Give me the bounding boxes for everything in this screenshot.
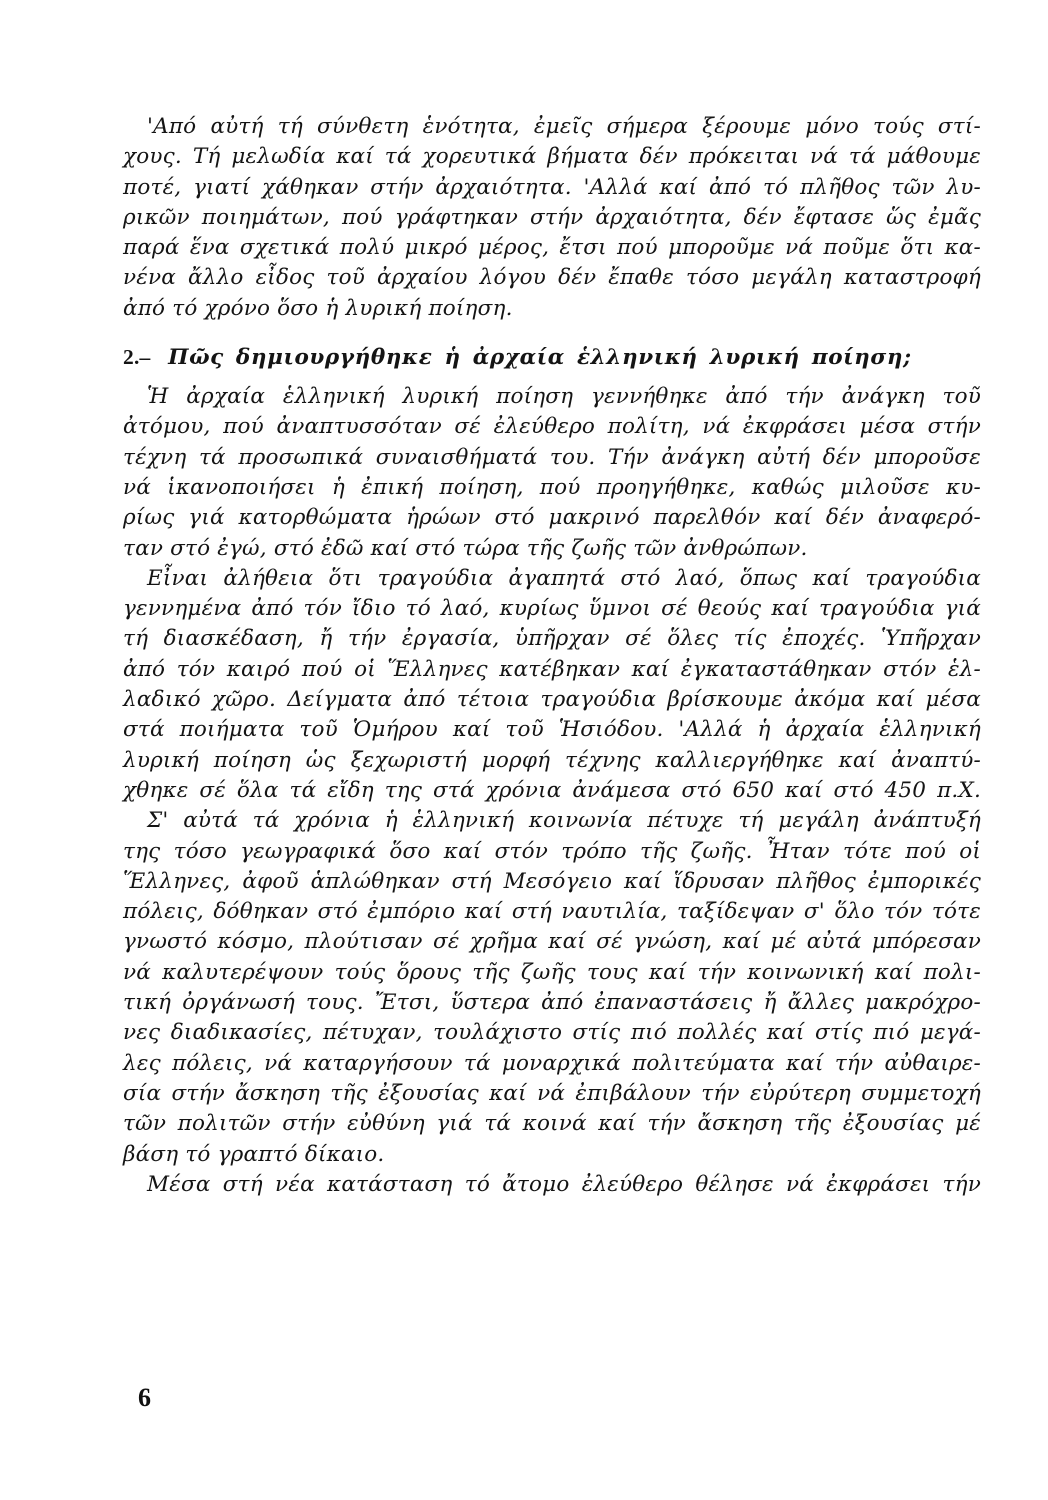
page-body — [123, 112, 981, 1200]
text-line: της τόσο γεωγραφικά ὅσο καί στόν τρόπο τῆς ζωῆς. Ἦταν τότε πού οἱ — [123, 838, 981, 864]
text-line: ἀπό τό χρόνο ὅσο ἡ λυρική ποίηση. — [123, 295, 513, 321]
text-line: νένα ἄλλο εἶδος τοῦ ἀρχαίου λόγου δέν ἔπαθε τόσο μεγάλη καταστροφή — [123, 265, 981, 291]
text-line: ἀπό τόν καιρό πού οἱ Ἕλληνες κατέβηκαν καί ἐγκαταστάθηκαν στόν ἑλ- — [123, 656, 981, 682]
text-line: τέχνη τά προσωπικά συναισθήματά του. Τήν ἀνάγκη αὐτή δέν μποροῦσε — [123, 444, 981, 470]
intro-paragraph — [123, 112, 981, 324]
text-line: Μέσα στή νέα κατάσταση τό ἄτομο ἐλεύθερο θέλησε νά ἐκφράσει τήν — [147, 1171, 981, 1197]
section-title: Πῶς δημιουργήθηκε ἡ ἀρχαία ἑλληνική λυρική ποίηση; — [168, 345, 912, 371]
text-line: λυρική ποίηση ὡς ξεχωριστή μορφή τέχνης καλλιεργήθηκε καί ἀναπτύ- — [123, 747, 981, 773]
text-line: γεννημένα ἀπό τόν ἴδιο τό λαό, κυρίως ὕμνοι σέ θεούς καί τραγούδια γιά — [123, 596, 981, 622]
text-line: ρίως γιά κατορθώματα ἡρώων στό μακρινό παρελθόν καί δέν ἀναφερό- — [123, 505, 981, 531]
text-line: παρά ἕνα σχετικά πολύ μικρό μέρος, ἔτσι πού μποροῦμε νά ποῦμε ὅτι κα- — [123, 235, 981, 261]
text-line: χους. Τή μελωδία καί τά χορευτικά βήματα δέν πρόκειται νά τά μάθουμε — [123, 144, 981, 170]
text-line: νά ἱκανοποιήσει ἡ ἐπική ποίηση, πού προηγήθηκε, καθώς μιλοῦσε κυ- — [123, 474, 981, 500]
section-heading — [123, 342, 981, 372]
paragraph-2 — [123, 564, 981, 806]
text-line: τή διασκέδαση, ἤ τήν ἐργασία, ὑπῆρχαν σέ ὅλες τίς ἐποχές. Ὑπῆρχαν — [123, 626, 981, 652]
text-line: τική ὀργάνωσή τους. Ἔτσι, ὕστερα ἀπό ἐπαναστάσεις ἤ ἄλλες μακρόχρο- — [123, 990, 981, 1016]
text-line: ταν στό ἐγώ, στό ἐδῶ καί στό τώρα τῆς ζωῆς τῶν ἀνθρώπων. — [123, 535, 808, 561]
text-line: Ἕλληνες, ἀφοῦ ἁπλώθηκαν στή Μεσόγειο καί ἵδρυσαν πλῆθος ἐμπορικές — [123, 868, 981, 894]
paragraph-1 — [123, 382, 981, 564]
page-number: 6 — [138, 1383, 151, 1412]
paragraph-3 — [123, 806, 981, 1170]
text-line: ἀτόμου, πού ἀναπτυσσόταν σέ ἐλεύθερο πολίτη, νά ἐκφράσει μέσα στήν — [123, 414, 981, 440]
text-line: νά καλυτερέψουν τούς ὅρους τῆς ζωῆς τους καί τήν κοινωνική καί πολι- — [123, 959, 981, 985]
text-line: Ἡ ἀρχαία ἑλληνική λυρική ποίηση γεννήθηκε ἀπό τήν ἀνάγκη τοῦ — [147, 384, 981, 410]
text-line: ποτέ, γιατί χάθηκαν στήν ἀρχαιότητα. 'Αλλά καί ἀπό τό πλῆθος τῶν λυ- — [123, 174, 981, 200]
text-line: Σ' αὐτά τά χρόνια ἡ ἑλληνική κοινωνία πέτυχε τή μεγάλη ἀνάπτυξή — [147, 808, 981, 834]
text-line: σία στήν ἄσκηση τῆς ἐξουσίας καί νά ἐπιβάλουν τήν εὐρύτερη συμμετοχή — [123, 1080, 981, 1106]
text-line: χθηκε σέ ὅλα τά εἴδη της στά χρόνια ἀνάμεσα στό 650 καί στό 450 π.Χ. — [123, 777, 981, 803]
section-number: 2.– — [123, 345, 151, 370]
text-line: 'Από αὐτή τή σύνθετη ἑνότητα, ἐμεῖς σήμερα ξέρουμε μόνο τούς στί- — [147, 114, 981, 139]
text-line: λαδικό χῶρο. Δείγματα ἀπό τέτοια τραγούδια βρίσκουμε ἀκόμα καί μέσα — [123, 687, 981, 713]
paragraph-4 — [123, 1170, 981, 1200]
text-line: πόλεις, δόθηκαν στό ἐμπόριο καί στή ναυτιλία, ταξίδεψαν σ' ὅλο τόν τότε — [123, 899, 981, 925]
text-line: τῶν πολιτῶν στήν εὐθύνη γιά τά κοινά καί τήν ἄσκηση τῆς ἐξουσίας μέ — [123, 1111, 981, 1137]
text-line: νες διαδικασίες, πέτυχαν, τουλάχιστο στίς πιό πολλές καί στίς πιό μεγά- — [123, 1020, 981, 1046]
text-line: ρικῶν ποιημάτων, πού γράφτηκαν στήν ἀρχαιότητα, δέν ἔφτασε ὥς ἐμᾶς — [123, 204, 981, 230]
text-line: λες πόλεις, νά καταργήσουν τά μοναρχικά πολιτεύματα καί τήν αὐθαιρε- — [123, 1050, 981, 1076]
text-line: στά ποιήματα τοῦ Ὁμήρου καί τοῦ Ἡσιόδου. 'Αλλά ἡ ἀρχαία ἑλληνική — [123, 717, 981, 743]
text-line: γνωστό κόσμο, πλούτισαν σέ χρῆμα καί σέ γνώση, καί μέ αὐτά μπόρεσαν — [123, 929, 981, 955]
text-line: Εἶναι ἀλήθεια ὅτι τραγούδια ἀγαπητά στό λαό, ὅπως καί τραγούδια — [147, 565, 981, 591]
text-line: βάση τό γραπτό δίκαιο. — [123, 1141, 385, 1167]
